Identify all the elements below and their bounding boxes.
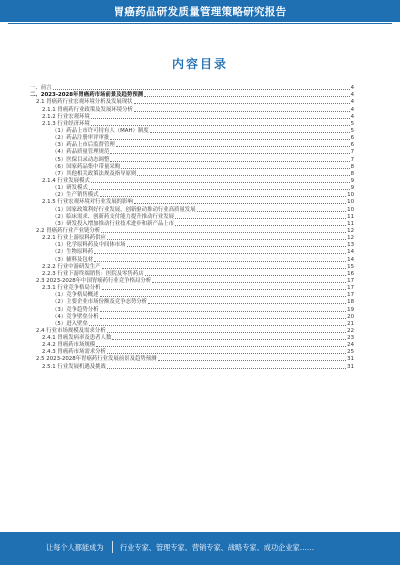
toc-entry-title: 二、2023-2028年胃癌药市场前景及趋势预测 xyxy=(30,92,144,99)
toc-leader-dots xyxy=(134,111,350,112)
toc-entry-page: 4 xyxy=(350,85,354,92)
toc-entry-title: （3）药品上市后监督管理 xyxy=(52,142,115,149)
toc-leader-dots xyxy=(100,311,347,312)
toc-entry-title: （5）进入壁垒 xyxy=(52,320,88,327)
toc-entry-page: 22 xyxy=(347,327,354,334)
toc-entry[interactable] xyxy=(30,177,354,184)
toc-entry-title: （2）生产销售模式 xyxy=(52,192,99,199)
toc-entry-page: 4 xyxy=(350,92,354,99)
toc-entry[interactable] xyxy=(30,348,354,355)
toc-leader-dots xyxy=(100,296,347,297)
toc-entry-page: 17 xyxy=(347,277,354,284)
toc-entry-page: 5 xyxy=(350,127,354,134)
toc-leader-dots xyxy=(94,253,346,254)
toc-entry[interactable] xyxy=(30,127,354,134)
toc-entry-page: 23 xyxy=(347,335,354,342)
toc-entry[interactable] xyxy=(30,113,354,120)
toc-entry-title: 2.5.1 行业发展机遇及挑战 xyxy=(42,363,106,370)
toc-entry-page: 19 xyxy=(347,306,354,313)
report-title: 胃癌药品研发质量管理策略研究报告 xyxy=(113,6,287,18)
toc-leader-dots xyxy=(100,318,347,319)
toc-entry[interactable] xyxy=(30,355,354,362)
toc-entry-page: 13 xyxy=(347,242,354,249)
footer-divider xyxy=(112,541,113,553)
toc-entry-page: 12 xyxy=(347,235,354,242)
toc-entry[interactable] xyxy=(30,84,354,91)
toc-leader-dots xyxy=(100,196,347,197)
toc-entry-title: （4）竞争壁垒分析 xyxy=(52,313,99,320)
toc-entry-page: 10 xyxy=(347,192,354,199)
toc-leader-dots xyxy=(110,153,349,154)
toc-entry-title: 2.1.5 行业宏观环境对行业发展的影响 xyxy=(42,199,133,206)
toc-leader-dots xyxy=(144,96,349,97)
toc-entry-page: 14 xyxy=(347,256,354,263)
toc-entry-title: （1）研发模式 xyxy=(52,185,88,192)
toc-entry-title: （1）化学原料药及中间体市场 xyxy=(52,242,126,249)
toc-leader-dots xyxy=(148,303,346,304)
toc-entry[interactable] xyxy=(30,298,354,305)
toc-leader-dots xyxy=(107,353,346,354)
toc-entry-page: 9 xyxy=(350,177,354,184)
toc-entry-page: 14 xyxy=(347,249,354,256)
toc-entry[interactable] xyxy=(30,198,354,205)
toc-entry-title: （2）药品注册审评审批 xyxy=(52,135,110,142)
toc-entry-page: 4 xyxy=(350,113,354,120)
toc-leader-dots xyxy=(152,282,346,283)
toc-leader-dots xyxy=(91,182,350,183)
toc-leader-dots xyxy=(175,218,346,219)
toc-leader-dots xyxy=(110,161,349,162)
toc-entry-page: 24 xyxy=(347,342,354,349)
toc-entry-title: （1）国家政策利好行业发展，创新驱动推动行业高质量发展 xyxy=(52,206,196,213)
toc-entry-title: 2.4.2 胃癌药市场规模 xyxy=(42,342,96,349)
toc-entry-page: 11 xyxy=(347,220,354,227)
toc-entry[interactable] xyxy=(30,320,354,327)
toc-leader-dots xyxy=(134,203,346,204)
toc-entry-page: 4 xyxy=(350,99,354,106)
toc-entry[interactable] xyxy=(30,170,354,177)
toc-leader-dots xyxy=(145,275,346,276)
toc-entry[interactable] xyxy=(30,227,354,234)
toc-entry-page: 8 xyxy=(350,163,354,170)
toc-entry[interactable] xyxy=(30,313,354,320)
toc-entry[interactable] xyxy=(30,184,354,191)
toc-leader-dots xyxy=(101,232,346,233)
toc-entry-page: 6 xyxy=(350,135,354,142)
toc-entry[interactable] xyxy=(30,105,354,112)
toc-entry-page: 7 xyxy=(350,156,354,163)
toc-entry-page: 16 xyxy=(347,270,354,277)
footer-slogan-right: 行业专家、管理专家、营销专家、战略专家、成功企业家…… xyxy=(120,543,315,552)
toc-entry-page: 18 xyxy=(347,299,354,306)
toc-entry[interactable] xyxy=(30,248,354,255)
toc-entry-title: （1）竞争格局概述 xyxy=(52,292,99,299)
toc-entry[interactable] xyxy=(30,134,354,141)
toc-entry-title: （6）国家药品集中带量采购 xyxy=(52,163,121,170)
toc-entry-page: 10 xyxy=(347,206,354,213)
toc-entry-title: 2.3 2023-2028年中国胃癌药行业竞争格局分析 xyxy=(36,277,152,284)
toc-entry-page: 7 xyxy=(350,149,354,156)
toc-entry[interactable] xyxy=(30,362,354,369)
toc-entry-page: 21 xyxy=(347,320,354,327)
toc-entry-page: 31 xyxy=(347,363,354,370)
toc-entry-title: 2.1 胃癌药行业宏观环境分析及发展现状 xyxy=(36,99,133,106)
toc-leader-dots xyxy=(102,289,347,290)
toc-entry-page: 17 xyxy=(347,285,354,292)
toc-leader-dots xyxy=(127,246,347,247)
toc-leader-dots xyxy=(89,189,350,190)
toc-entry-title: 2.5 2023-2028年胃癌药行业发展前景及趋势预测 xyxy=(36,356,157,363)
toc-entry[interactable] xyxy=(30,255,354,262)
toc-entry-title: 2.4.1 胃癌发病率及患者人数 xyxy=(42,335,112,342)
toc-entry[interactable] xyxy=(30,263,354,270)
toc-entry[interactable] xyxy=(30,98,354,105)
footer-slogan-left: 让每个人都能成为 xyxy=(46,543,104,552)
toc-entry[interactable] xyxy=(30,120,354,127)
toc-entry-page: 17 xyxy=(347,292,354,299)
toc-leader-dots xyxy=(96,346,346,347)
toc-entry[interactable] xyxy=(30,234,354,241)
toc-entry-title: 2.1.2 行业宏观环境 xyxy=(42,113,90,120)
toc-leader-dots xyxy=(107,368,346,369)
toc-entry-page: 10 xyxy=(347,199,354,206)
toc-leader-dots xyxy=(137,175,349,176)
toc-entry-title: （3）研发投入增加推动行业技术进步和新产品上市 xyxy=(52,220,175,227)
toc-entry-page: 25 xyxy=(347,349,354,356)
toc-entry[interactable] xyxy=(30,277,354,284)
header-divider xyxy=(8,23,392,24)
toc-entry-title: （1）药品上市许可持有人（MAH）制度 xyxy=(52,127,149,134)
toc-entry-page: 31 xyxy=(347,356,354,363)
toc-leader-dots xyxy=(197,211,347,212)
toc-entry-title: 2.2 胃癌药行业产业链分析 xyxy=(36,227,101,234)
toc-entry[interactable] xyxy=(30,270,354,277)
toc-entry[interactable] xyxy=(30,155,354,162)
toc-entry[interactable] xyxy=(30,241,354,248)
toc-entry-title: （3）竞争趋势分析 xyxy=(52,306,99,313)
toc-leader-dots xyxy=(53,89,350,90)
toc-entry-title: 2.1.3 行业经济环境 xyxy=(42,120,90,127)
toc-entry-title: （4）药品质量管理规范 xyxy=(52,149,110,156)
toc-entry-title: 2.3.1 行业竞争格局分析 xyxy=(42,285,101,292)
toc-entry-title: 2.2.2 行业中游研发生产 xyxy=(42,263,101,270)
toc-entry[interactable] xyxy=(30,291,354,298)
toc-leader-dots xyxy=(112,339,346,340)
toc-entry[interactable] xyxy=(30,191,354,198)
toc-entry[interactable] xyxy=(30,205,354,212)
toc-leader-dots xyxy=(102,268,347,269)
toc-entry[interactable] xyxy=(30,305,354,312)
toc-entry[interactable] xyxy=(30,327,354,334)
toc-entry-title: 2.2.1 行业上游原料药供应 xyxy=(42,235,106,242)
toc-entry-title: （2）临床需求、创新药支付能力提升推动行业发展 xyxy=(52,213,175,220)
toc-entry[interactable] xyxy=(30,341,354,348)
toc-entry-page: 12 xyxy=(347,227,354,234)
toc-entry-title: （7）其他相关政策法规及指导原则 xyxy=(52,170,137,177)
toc-entry[interactable] xyxy=(30,213,354,220)
toc-leader-dots xyxy=(134,103,350,104)
toc-entry-title: （2）主要企业市场份额及竞争态势分析 xyxy=(52,299,148,306)
toc-entry-title: 一、前言 xyxy=(30,85,52,92)
toc-entry-page: 5 xyxy=(350,120,354,127)
toc-entry-title: 2.1.4 行业发展模式 xyxy=(42,177,90,184)
toc-entry[interactable] xyxy=(30,163,354,170)
toc-leader-dots xyxy=(158,360,347,361)
toc-entry-title: 2.4.3 胃癌药市场需求分析 xyxy=(42,349,106,356)
toc-leader-dots xyxy=(91,118,350,119)
toc-entry-title: 2.1.1 胃癌药行业政策及发展环境分析 xyxy=(42,106,133,113)
toc-entry[interactable] xyxy=(30,284,354,291)
toc-heading: 内容目录 xyxy=(171,57,228,71)
table-of-contents xyxy=(30,84,354,370)
toc-leader-dots xyxy=(89,325,346,326)
toc-entry-title: 2.2.3 行业下游终端销售：医院及零售药店 xyxy=(42,270,144,277)
toc-entry-title: （2）生物原料药 xyxy=(52,249,94,256)
toc-entry-page: 15 xyxy=(347,263,354,270)
toc-leader-dots xyxy=(91,125,350,126)
toc-leader-dots xyxy=(150,132,350,133)
toc-leader-dots xyxy=(94,261,346,262)
toc-entry[interactable] xyxy=(30,148,354,155)
toc-entry-title: 2.4 行业市场规模及需求分析 xyxy=(36,327,106,334)
toc-entry[interactable] xyxy=(30,220,354,227)
toc-leader-dots xyxy=(175,225,346,226)
toc-entry[interactable] xyxy=(30,141,354,148)
toc-entry-page: 9 xyxy=(350,185,354,192)
toc-entry-title: （3）辅料及包材 xyxy=(52,256,94,263)
toc-entry-page: 20 xyxy=(347,313,354,320)
toc-leader-dots xyxy=(107,332,347,333)
toc-leader-dots xyxy=(107,239,346,240)
toc-leader-dots xyxy=(110,139,349,140)
toc-entry-page: 8 xyxy=(350,170,354,177)
toc-entry-page: 11 xyxy=(347,213,354,220)
toc-entry-page: 4 xyxy=(350,106,354,113)
toc-entry-title: （5）医保目录动态调整 xyxy=(52,156,110,163)
toc-entry[interactable] xyxy=(30,91,354,98)
toc-entry[interactable] xyxy=(30,334,354,341)
toc-leader-dots xyxy=(116,146,350,147)
toc-entry-page: 6 xyxy=(350,142,354,149)
toc-leader-dots xyxy=(121,168,349,169)
